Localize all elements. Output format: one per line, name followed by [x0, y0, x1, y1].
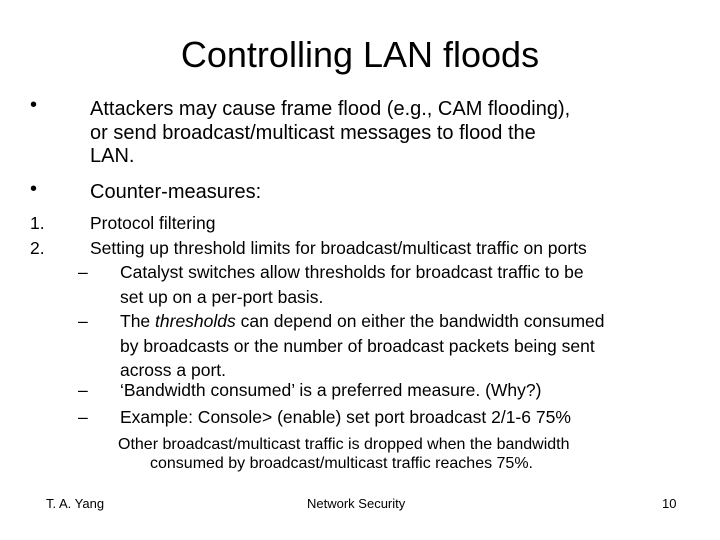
numbered-item-text: Protocol filtering	[90, 213, 216, 233]
numbered-item-text: Setting up threshold limits for broadcast/multicast traffic on ports	[90, 237, 587, 258]
slide-title: Controlling LAN floods	[180, 34, 540, 75]
dash-text-line: ‘Bandwidth consumed’ is a preferred measure. (Why?)	[120, 380, 542, 400]
number-marker: 1.	[30, 213, 45, 233]
footer-page-number: 10	[662, 496, 677, 511]
dash-text-pre: The	[120, 311, 156, 331]
bullet-text-line: LAN.	[90, 145, 135, 167]
bullet-marker: •	[30, 94, 38, 116]
bullet-text-line: Attackers may cause frame flood (e.g., CAM flooding),	[90, 98, 571, 120]
bullet-text-line: Counter-measures:	[90, 181, 262, 203]
dash-text-emphasis: thresholds	[155, 311, 236, 331]
dash-text-post: can depend on either the bandwidth consumed	[235, 311, 605, 331]
dash-text-line: by broadcasts or the number of broadcast packets being sent	[120, 335, 595, 356]
dash-text-line: across a port.	[120, 360, 227, 380]
footer-author: T. A. Yang	[46, 496, 105, 511]
number-marker: 2.	[30, 237, 45, 258]
dash-marker: –	[78, 407, 88, 427]
dash-text-line	[120, 309, 605, 334]
dash-marker: –	[78, 380, 88, 400]
note-text-line: Other broadcast/multicast traffic is dropped when the bandwidth	[118, 436, 570, 453]
dash-marker: –	[78, 311, 88, 331]
footer-course: Network Security	[307, 496, 406, 511]
dash-text-line: Example: Console> (enable) set port broadcast 2/1-6 75%	[120, 407, 571, 427]
bullet-text-line: or send broadcast/multicast messages to flood the	[90, 121, 536, 144]
bullet-marker: •	[30, 178, 38, 200]
dash-text-line: set up on a per-port basis.	[120, 286, 324, 307]
note-text-line: consumed by broadcast/multicast traffic reaches 75%.	[150, 455, 533, 472]
dash-marker: –	[78, 262, 88, 282]
dash-text-line: Catalyst switches allow thresholds for broadcast traffic to be	[120, 262, 584, 282]
